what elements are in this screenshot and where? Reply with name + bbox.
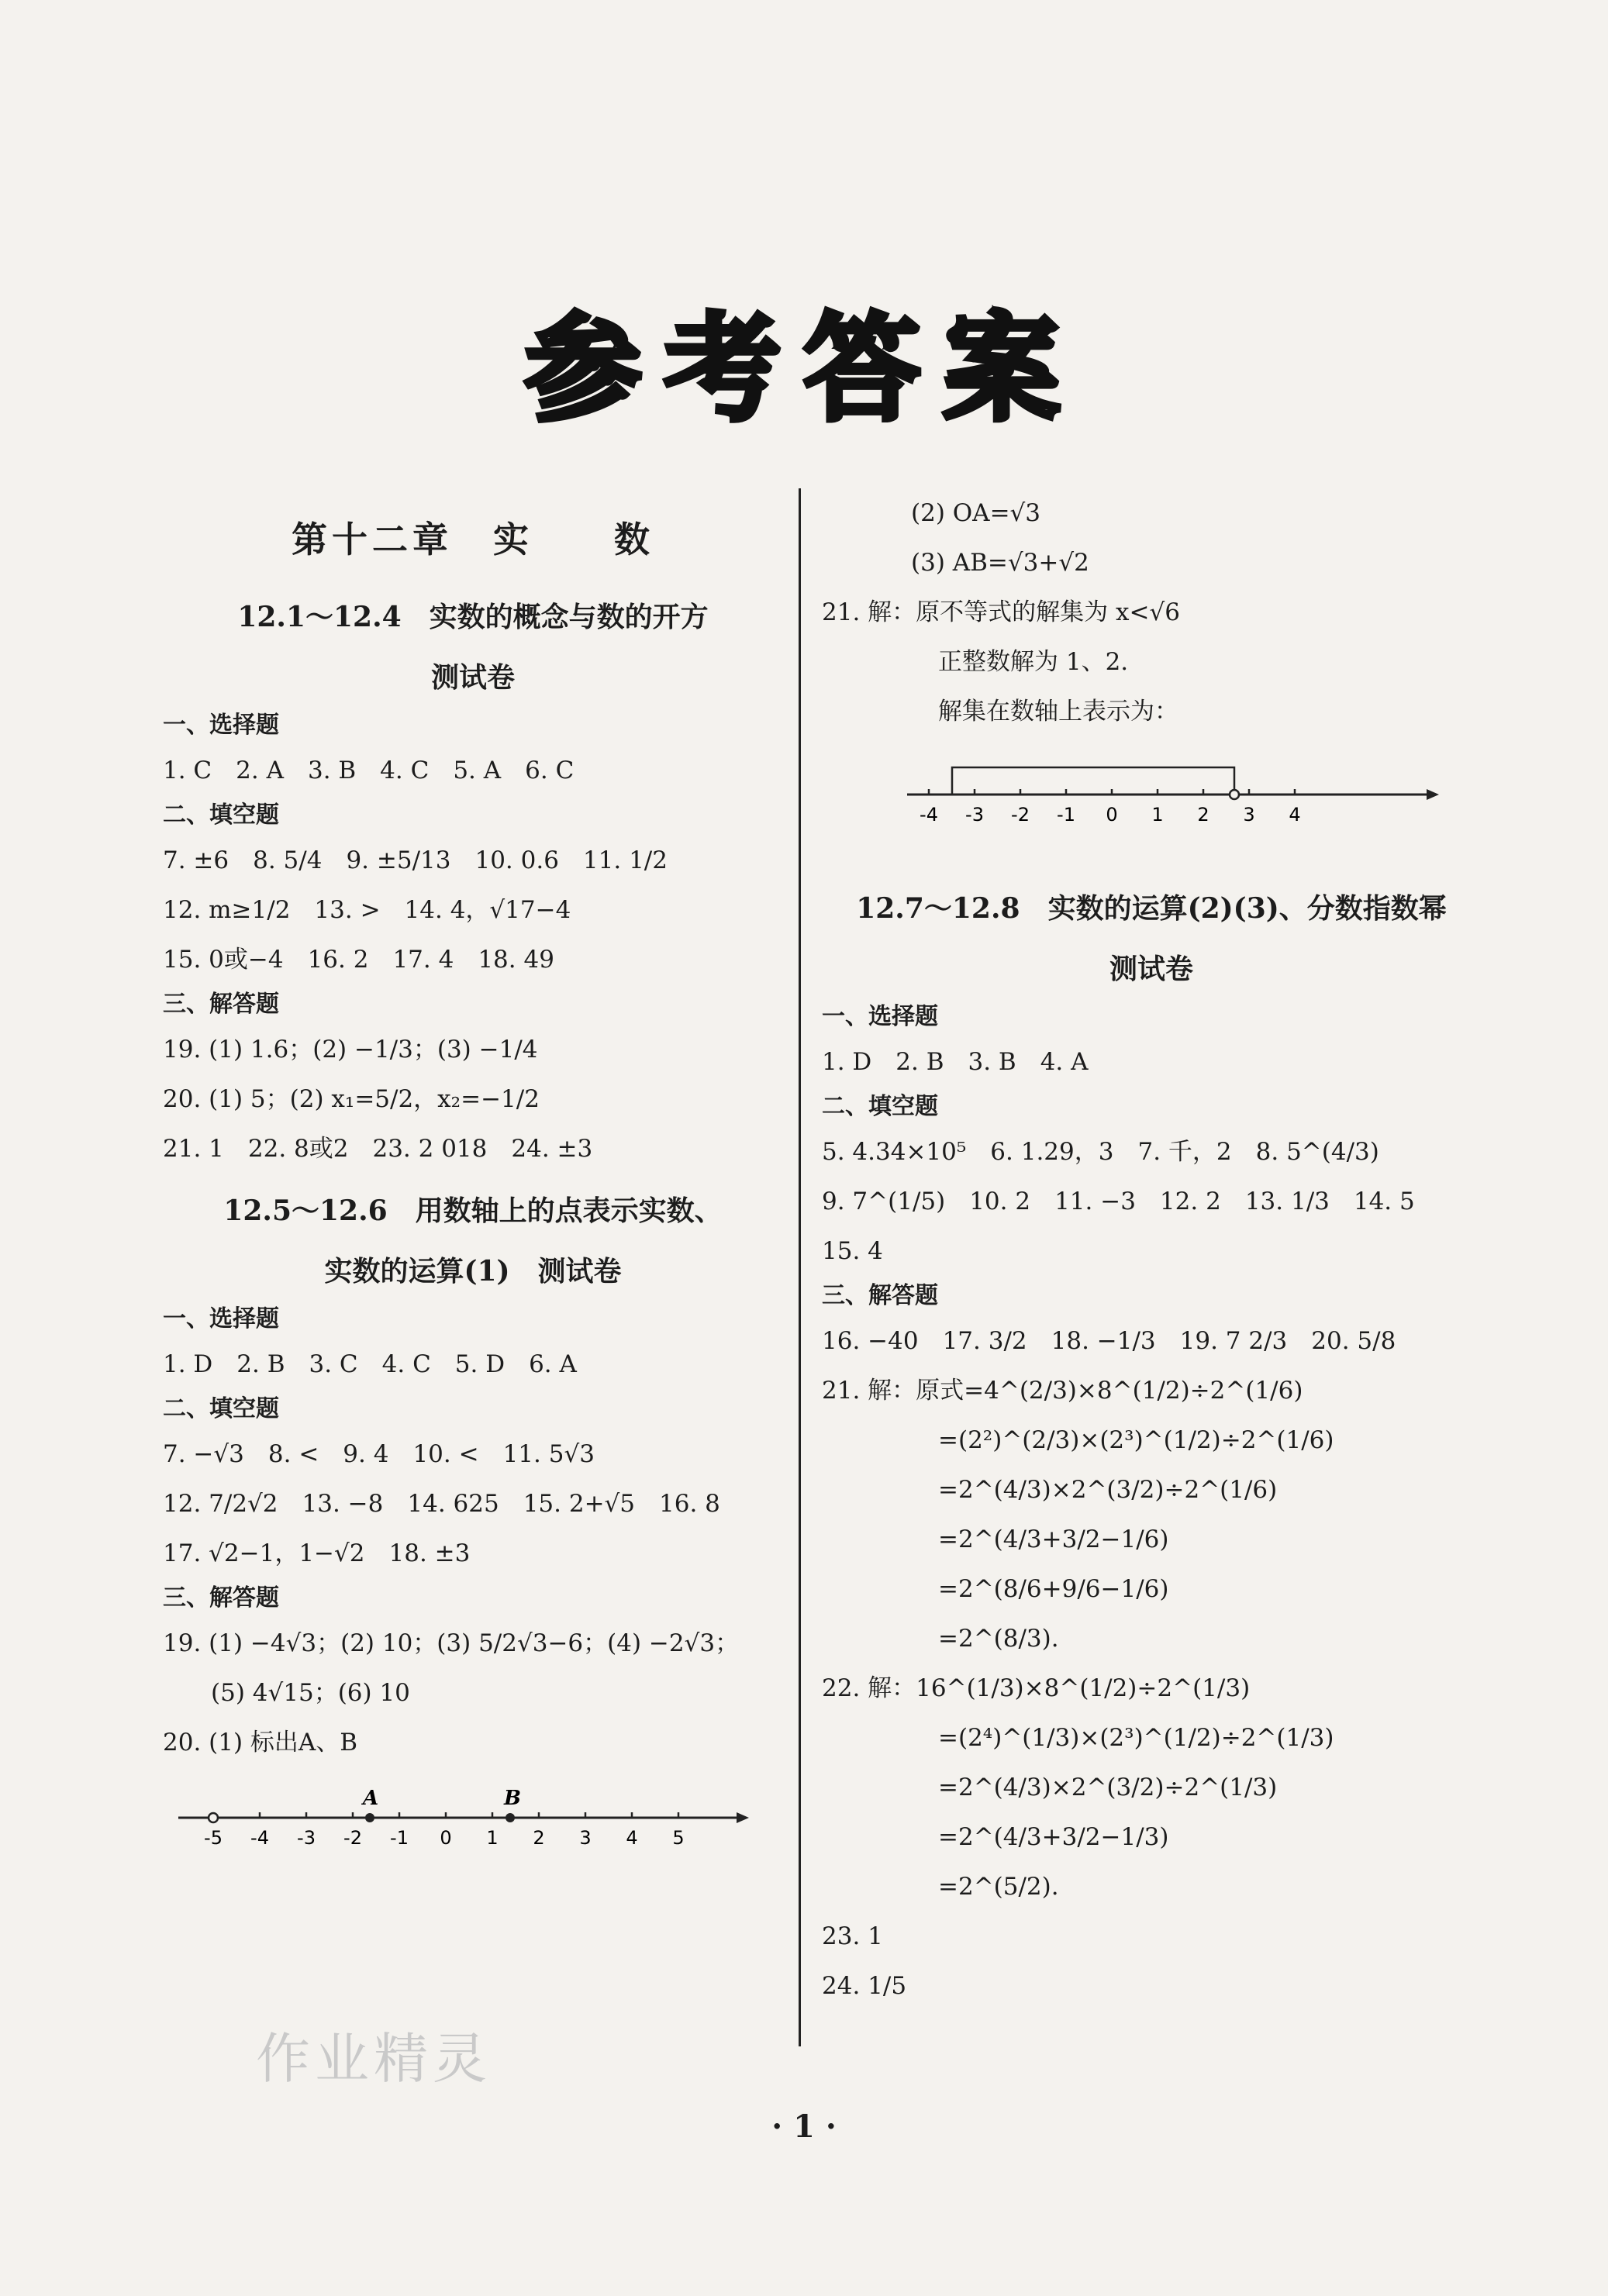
heading-solve: 三、解答题 — [163, 1584, 279, 1612]
tick-label: 1 — [1151, 804, 1164, 826]
answer-line: =2^(4/3+3/2−1/6) — [938, 1525, 1169, 1553]
tick-label: 0 — [440, 1827, 452, 1849]
heading-choice: 一、选择题 — [822, 1003, 938, 1030]
tick-label: 3 — [1243, 804, 1255, 826]
column-divider — [799, 488, 801, 2046]
answer-line: =2^(8/3). — [938, 1625, 1059, 1653]
point-b — [506, 1813, 515, 1822]
answer-line: 12. m≥1/2 13. > 14. 4，√17−4 — [163, 896, 571, 924]
section-title: 12.1～12.4 实数的概念与数的开方 — [237, 601, 709, 633]
answer-line: 22. 解：16^(1/3)×8^(1/2)÷2^(1/3) — [822, 1674, 1251, 1702]
answer-line: =(2⁴)^(1/3)×(2³)^(1/2)÷2^(1/3) — [938, 1724, 1334, 1752]
answer-line: =2^(4/3)×2^(3/2)÷2^(1/3) — [938, 1774, 1278, 1801]
tick-label: -4 — [920, 804, 938, 826]
answer-line: 15. 4 — [822, 1237, 883, 1265]
tick-label: -1 — [1057, 804, 1075, 826]
tick-label: 4 — [1289, 804, 1301, 826]
tick-label: -5 — [204, 1827, 223, 1849]
number-line-ab — [163, 1783, 752, 1868]
number-line-solution — [899, 752, 1442, 845]
answer-line: 7. ±6 8. 5/4 9. ±5/13 10. 0.6 11. 1/2 — [163, 846, 668, 874]
tick-label: 2 — [1197, 804, 1209, 826]
tick-label: -3 — [297, 1827, 316, 1849]
tick-label: -2 — [1011, 804, 1030, 826]
tick-label: 0 — [1106, 804, 1118, 826]
chapter-title: 第十二章 实 数 — [292, 519, 654, 560]
answer-line: 19. (1) −4√3；(2) 10；(3) 5/2√3−6；(4) −2√3； — [163, 1629, 740, 1657]
heading-fill: 二、填空题 — [163, 802, 279, 829]
answer-line: 解集在数轴上表示为： — [938, 698, 1178, 726]
tick-label: -1 — [390, 1827, 409, 1849]
page-number: · 1 · — [771, 2108, 837, 2145]
open-point — [209, 1813, 218, 1822]
answer-line: (3) AB=√3+√2 — [911, 549, 1089, 577]
answer-line: 7. −√3 8. < 9. 4 10. < 11. 5√3 — [163, 1440, 595, 1468]
section-subtitle: 测试卷 — [1109, 953, 1193, 985]
tick-label: 2 — [533, 1827, 545, 1849]
tick-label: 3 — [579, 1827, 592, 1849]
answer-line: 20. (1) 标出A、B — [163, 1729, 358, 1756]
right-column — [822, 488, 1481, 2011]
answer-line: 9. 7^(1/5) 10. 2 11. −3 12. 2 13. 1/3 14. 5 — [822, 1188, 1415, 1215]
tick-label: -3 — [965, 804, 984, 826]
answer-line: 21. 解：原式=4^(2/3)×8^(1/2)÷2^(1/6) — [822, 1377, 1303, 1405]
answer-line: 正整数解为 1、2. — [938, 648, 1129, 676]
heading-fill: 二、填空题 — [822, 1093, 938, 1120]
tick-label: 1 — [486, 1827, 499, 1849]
answer-line: 1. C 2. A 3. B 4. C 5. A 6. C — [163, 757, 575, 784]
section-title: 12.5～12.6 用数轴上的点表示实数、 — [223, 1195, 723, 1227]
answer-line: =2^(8/6+9/6−1/6) — [938, 1575, 1169, 1603]
left-column — [163, 512, 783, 1894]
answer-line: (2) OA=√3 — [911, 499, 1041, 527]
section-subtitle: 实数的运算(1) 测试卷 — [324, 1255, 622, 1288]
answer-line: 21. 1 22. 8或2 23. 2 018 24. ±3 — [163, 1135, 593, 1163]
label-a: A — [363, 1787, 379, 1810]
heading-choice: 一、选择题 — [163, 1305, 279, 1332]
label-b: B — [504, 1787, 521, 1810]
heading-solve: 三、解答题 — [822, 1282, 938, 1309]
open-point — [1230, 790, 1239, 799]
heading-solve: 三、解答题 — [163, 991, 279, 1018]
tick-label: 5 — [672, 1827, 685, 1849]
watermark: 作业精灵 — [256, 2027, 492, 2091]
answer-line: (5) 4√15；(6) 10 — [211, 1679, 410, 1707]
point-a — [365, 1813, 374, 1822]
answer-line: 1. D 2. B 3. C 4. C 5. D 6. A — [163, 1350, 577, 1378]
answer-line: 19. (1) 1.6；(2) −1/3；(3) −1/4 — [163, 1036, 538, 1064]
section-subtitle: 测试卷 — [430, 661, 515, 694]
answer-line: 23. 1 — [822, 1922, 883, 1950]
heading-fill: 二、填空题 — [163, 1395, 279, 1422]
answer-line: 16. −40 17. 3/2 18. −1/3 19. 7 2/3 20. 5/8 — [822, 1327, 1396, 1355]
answer-line: 24. 1/5 — [822, 1972, 907, 2000]
answer-line: =(2²)^(2/3)×(2³)^(1/2)÷2^(1/6) — [938, 1426, 1334, 1454]
answer-line: 5. 4.34×10⁵ 6. 1.29，3 7. 千，2 8. 5^(4/3) — [822, 1138, 1379, 1166]
tick-label: -2 — [343, 1827, 362, 1849]
answer-line: =2^(4/3)×2^(3/2)÷2^(1/6) — [938, 1476, 1278, 1504]
page-title: 参考答案 — [524, 302, 1083, 437]
answer-line: 17. √2−1，1−√2 18. ±3 — [163, 1539, 471, 1567]
answer-line: 15. 0或−4 16. 2 17. 4 18. 49 — [163, 946, 554, 974]
tick-label: 4 — [626, 1827, 638, 1849]
answer-line: 1. D 2. B 3. B 4. A — [822, 1048, 1089, 1076]
heading-choice: 一、选择题 — [163, 712, 279, 739]
section-title: 12.7～12.8 实数的运算(2)(3)、分数指数幂 — [856, 892, 1447, 925]
answer-line: =2^(5/2). — [938, 1873, 1059, 1901]
tick-label: -4 — [250, 1827, 269, 1849]
answer-line: 21. 解：原不等式的解集为 x<√6 — [822, 598, 1180, 626]
answer-line: 20. (1) 5；(2) x₁=5/2，x₂=−1/2 — [163, 1085, 540, 1113]
answer-line: =2^(4/3+3/2−1/3) — [938, 1823, 1169, 1851]
answer-line: 12. 7/2√2 13. −8 14. 625 15. 2+√5 16. 8 — [163, 1490, 720, 1518]
